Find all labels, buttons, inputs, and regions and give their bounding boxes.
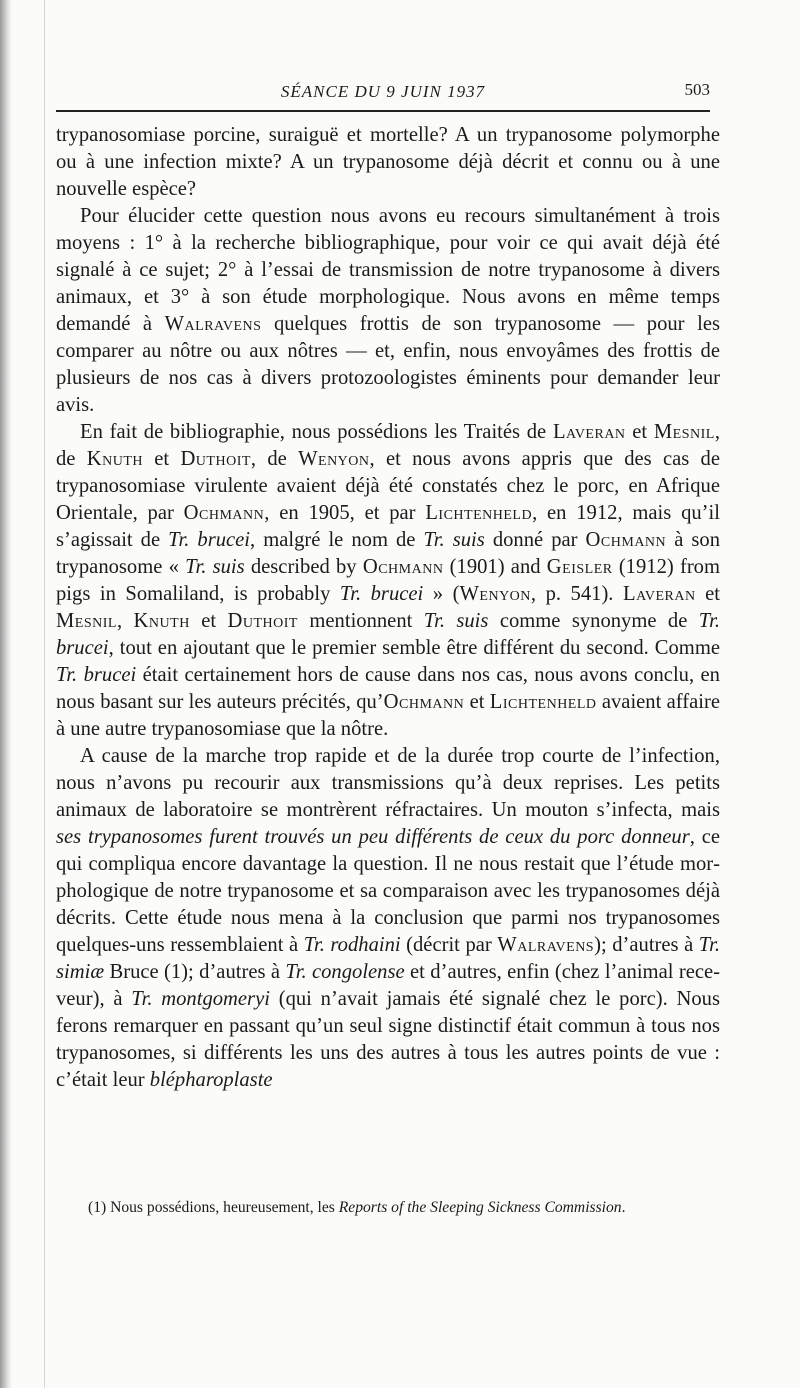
author-name: Mesnil bbox=[653, 421, 715, 443]
species-name: Tr. brucei bbox=[339, 583, 424, 605]
emphasis: ses trypanosomes furent trouvés un peu différents de ceux du porc donneur bbox=[56, 826, 690, 848]
page-header bbox=[56, 78, 710, 108]
author-name: Duthoit bbox=[180, 448, 251, 470]
author-name: Lichtenheld bbox=[489, 691, 597, 713]
text-run: , en 1912, mais qu’il s’agissait de bbox=[56, 502, 720, 551]
text-run: quelques frottis de son trypanosome — pour les comparer au nôtre ou aux nôtres — et, enfin, nous envoyâmes des frottis de plusieurs de nos cas à divers protozoologistes éminents pour demander leur avis. bbox=[56, 313, 720, 416]
text-run: (1912) from pigs in Somaliland, is probably bbox=[56, 556, 720, 605]
author-name: Duthoit bbox=[227, 610, 298, 632]
text-run: , p. 541). bbox=[530, 583, 623, 605]
author-name: Lichtenheld bbox=[425, 502, 533, 524]
footnote-end: . bbox=[621, 1199, 626, 1216]
text-run: à son trypanosome « bbox=[56, 529, 720, 578]
species-name: Tr. montgomeryi bbox=[131, 988, 270, 1010]
footnote-marker: (1) Nous possédions, heureusement, les bbox=[88, 1199, 339, 1216]
paragraph-4 bbox=[56, 743, 720, 1094]
species-name: Tr. suis bbox=[423, 529, 485, 551]
author-name: Laveran bbox=[623, 583, 696, 605]
text-run: , bbox=[116, 610, 134, 632]
text-run: (décrit par bbox=[400, 934, 498, 956]
author-name: Ochmann bbox=[383, 691, 465, 713]
text-run: described by bbox=[244, 556, 363, 578]
header-rule bbox=[56, 110, 710, 112]
author-name: Knuth bbox=[86, 448, 143, 470]
author-name: Wenyon bbox=[298, 448, 370, 470]
text-run: et d’autres, enfin (chez l’animal receveur), à bbox=[56, 961, 720, 1010]
paragraph-3 bbox=[56, 419, 720, 743]
text-run: et bbox=[464, 691, 490, 713]
footnote-text bbox=[56, 1198, 720, 1218]
text-run: mentionnent bbox=[297, 610, 424, 632]
page-number: 503 bbox=[684, 80, 710, 99]
text-run: Pour élucider cette question nous avons eu recours simultanément à trois moyens : 1° à la recherche bibliographique, pour voir ce qui avait déjà été signalé à ce sujet; 2° à l’essai de transmission de notre trypanosome à divers animaux, et 3° à son étude morphologique. Nous avons en même temps demandé à bbox=[56, 205, 720, 335]
footnote-title: Reports of the Sleeping Sickness Commission bbox=[338, 1199, 622, 1216]
author-name: Ochmann bbox=[362, 556, 444, 578]
text-run: » ( bbox=[423, 583, 460, 605]
body-text bbox=[56, 122, 720, 1094]
text-run: comme synonyme de bbox=[488, 610, 699, 632]
footnote bbox=[56, 1198, 720, 1218]
species-name: Tr. congolense bbox=[285, 961, 405, 983]
text-run: (1901) and bbox=[443, 556, 547, 578]
species-name: Tr. suis bbox=[185, 556, 245, 578]
text-run: , de bbox=[56, 421, 720, 470]
text-run: et bbox=[143, 448, 181, 470]
text-run: et bbox=[189, 610, 228, 632]
author-name: Ochmann bbox=[183, 502, 265, 524]
text-run: avaient affaire à une autre trypanosomiase que la nôtre. bbox=[56, 691, 720, 740]
text-run: , et nous avons appris que des cas de trypanosomiase virulente avaient déjà été constatés chez le porc, en Afrique Orientale, par bbox=[56, 448, 720, 524]
paragraph-2 bbox=[56, 203, 720, 419]
term: blépharoplaste bbox=[149, 1069, 273, 1091]
spine-shadow bbox=[0, 0, 12, 1388]
author-name: Walravens bbox=[164, 313, 262, 335]
text-run: , ce qui compliqua encore davantage la question. Il ne nous restait que l’étude morphologique de notre trypanosome et sa comparaison avec les trypanosomes déjà décrits. Cette étude nous mena à la conclusion que parmi nos trypanosomes quelques-uns ressemblaient à bbox=[56, 826, 721, 956]
text-run: Bruce (1); d’autres à bbox=[104, 961, 286, 983]
text-run: (qui n’avait jamais été signalé chez le porc). Nous ferons remarquer en passant qu’un seul signe distinctif était commun à tous nos trypanosomes, si différents les uns des autres à tous les autres points de vue : c’était leur bbox=[56, 988, 720, 1091]
text-run: ); d’autres à bbox=[594, 934, 699, 956]
text-run: , en 1905, et par bbox=[264, 502, 426, 524]
species-name: Tr. brucei bbox=[56, 664, 137, 686]
author-name: Geisler bbox=[546, 556, 613, 578]
text-run: et bbox=[695, 583, 721, 605]
species-name: Tr. brucei bbox=[168, 529, 251, 551]
text-run: , tout en ajoutant que le premier semble être différent du second. Comme bbox=[108, 637, 720, 659]
margin-line bbox=[44, 0, 45, 1388]
text-run: , malgré le nom de bbox=[250, 529, 424, 551]
species-name: Tr. simiæ bbox=[56, 934, 720, 983]
text-run: A cause de la marche trop rapide et de la durée trop courte de l’infection, nous n’avons pu recourir aux transmissions qu’à deux reprises. Les petits animaux de laboratoire se montrèrent réfractaires. Un mouton s’infecta, mais bbox=[56, 745, 720, 821]
text-run: était certainement hors de cause dans nos cas, nous avons conclu, en nous basant sur les auteurs précités, qu’ bbox=[56, 664, 720, 713]
author-name: Knuth bbox=[133, 610, 190, 632]
species-name: Tr. suis bbox=[423, 610, 489, 632]
species-name: Tr. brucei bbox=[56, 610, 720, 659]
author-name: Walravens bbox=[497, 934, 595, 956]
text-run: , de bbox=[250, 448, 299, 470]
text-run: En fait de bibliographie, nous possédions les Traités de bbox=[80, 421, 553, 443]
author-name: Mesnil bbox=[56, 610, 117, 632]
paragraph-1-text: trypanosomiase porcine, suraiguë et mortelle? A un trypanosome polymorphe ou à une infection mixte? A un trypanosome déjà décrit et connu ou à une nouvelle espèce? bbox=[56, 124, 720, 200]
author-name: Laveran bbox=[552, 421, 626, 443]
running-head: SÉANCE DU 9 JUIN 1937 bbox=[280, 82, 486, 101]
text-run: et bbox=[625, 421, 654, 443]
author-name: Ochmann bbox=[585, 529, 667, 551]
author-name: Wenyon bbox=[459, 583, 531, 605]
paragraph-1 bbox=[56, 122, 720, 203]
species-name: Tr. rodhaini bbox=[303, 934, 401, 956]
text-run: donné par bbox=[484, 529, 586, 551]
